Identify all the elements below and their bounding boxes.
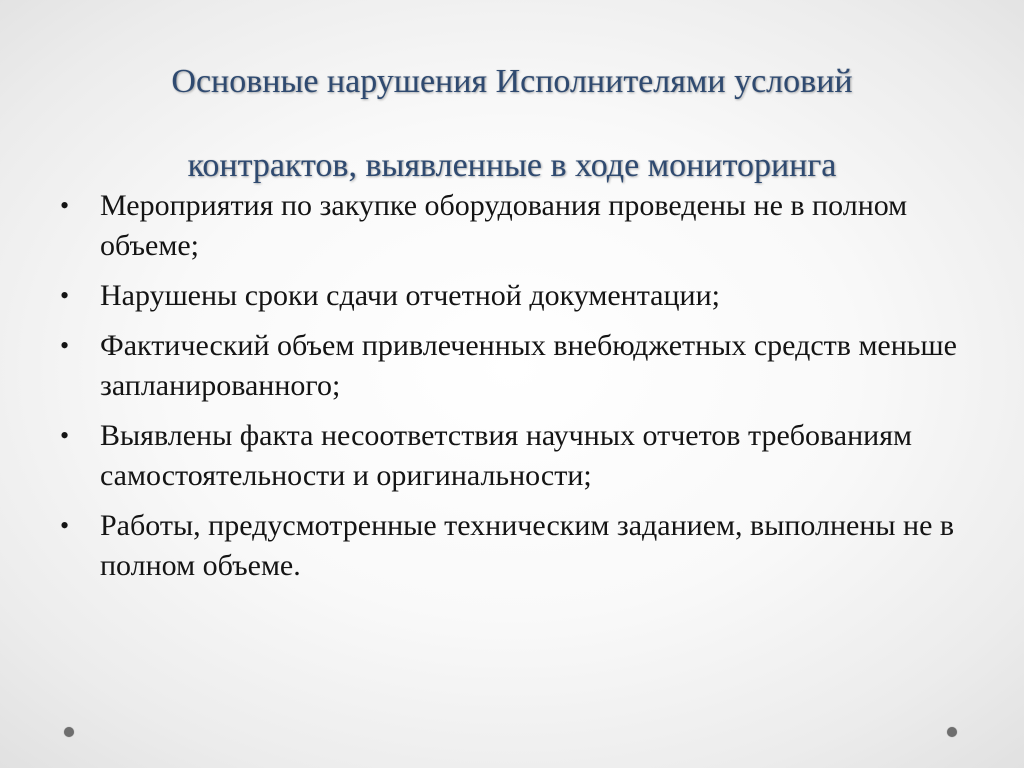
title-line-2: контрактов, выявленные в ходе мониторинга	[187, 147, 837, 184]
bullet-list	[60, 186, 980, 596]
bullet-item-technical-task-scope	[60, 506, 980, 586]
bullet-text: Нарушены сроки сдачи отчетной документации;	[100, 279, 720, 312]
bullet-marker: •	[60, 281, 70, 310]
bullet-item-extrabudgetary-funds	[60, 326, 980, 406]
bullet-marker: •	[60, 421, 70, 450]
bullet-marker: •	[60, 511, 70, 540]
bullet-text: Выявлены факта несоответствия научных отчетов требованиям самостоятельности и оригинальности;	[100, 419, 913, 492]
title-line-1: Основные нарушения Исполнителями условий	[171, 63, 853, 100]
corner-dot-left	[64, 727, 74, 737]
bullet-marker: •	[60, 331, 70, 360]
slide-title	[0, 40, 1024, 208]
bullet-item-reporting-deadlines	[60, 276, 980, 316]
bullet-item-equipment-purchase	[60, 186, 980, 266]
bullet-text: Фактический объем привлеченных внебюджетных средств меньше запланированного;	[100, 329, 957, 402]
bullet-text: Мероприятия по закупке оборудования проведены не в полном объеме;	[100, 189, 908, 262]
bullet-item-report-originality	[60, 416, 980, 496]
corner-dot-right	[947, 727, 957, 737]
bullet-text: Работы, предусмотренные техническим заданием, выполнены не в полном объеме.	[100, 509, 955, 582]
bullet-marker: •	[60, 191, 70, 220]
